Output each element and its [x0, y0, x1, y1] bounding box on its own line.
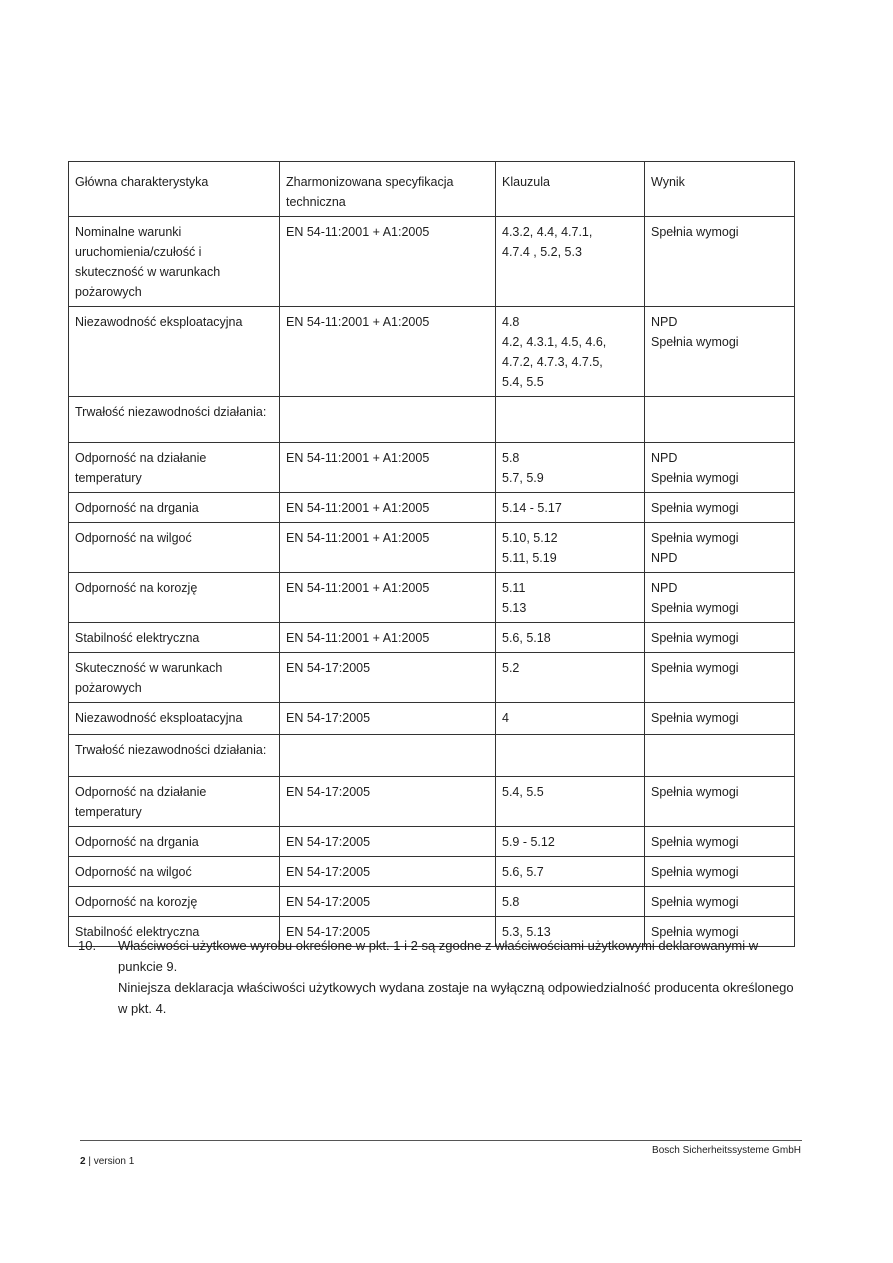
row-specification-cell — [280, 827, 496, 857]
table-body — [69, 217, 795, 947]
row-clause-cell — [496, 735, 645, 777]
table-row — [69, 857, 795, 887]
row-specification-text: EN 54-17:2005 — [286, 711, 371, 725]
row-result-text: Spełnia wymogi — [651, 895, 739, 909]
row-characteristic-text: Niezawodność eksploatacyjna — [75, 711, 243, 725]
row-result-cell — [645, 397, 795, 443]
row-characteristic-text: Odporność na korozję — [75, 581, 198, 595]
row-characteristic-text: Nominalne warunki uruchomienia/czułość i skuteczność w warunkach pożarowych — [75, 225, 221, 299]
row-clause-text: 5.9 - 5.12 — [502, 835, 555, 849]
row-clause-text: 5.11 5.13 — [502, 581, 527, 615]
row-result-cell — [645, 777, 795, 827]
note-number: 10. — [78, 938, 97, 953]
row-clause-cell — [496, 397, 645, 443]
row-characteristic-cell — [69, 827, 280, 857]
row-clause-cell — [496, 493, 645, 523]
row-specification-cell — [280, 397, 496, 443]
row-clause-text: 4.3.2, 4.4, 4.7.1, 4.7.4 , 5.2, 5.3 — [502, 225, 593, 259]
row-characteristic-cell — [69, 573, 280, 623]
row-specification-cell — [280, 493, 496, 523]
table-row — [69, 493, 795, 523]
row-characteristic-cell — [69, 443, 280, 493]
row-result-text: Spełnia wymogi — [651, 225, 739, 239]
row-characteristic-text: Stabilność elektryczna — [75, 631, 200, 645]
table-row — [69, 307, 795, 397]
table-row — [69, 397, 795, 443]
row-result-cell — [645, 735, 795, 777]
row-characteristic-text: Skuteczność w warunkach pożarowych — [75, 661, 223, 695]
row-clause-cell — [496, 887, 645, 917]
table-row — [69, 573, 795, 623]
row-specification-cell — [280, 735, 496, 777]
row-clause-text: 5.4, 5.5 — [502, 785, 544, 799]
row-specification-cell — [280, 777, 496, 827]
header-result: Wynik — [645, 162, 795, 217]
row-clause-text: 5.10, 5.12 5.11, 5.19 — [502, 531, 558, 565]
row-specification-text: EN 54-11:2001 + A1:2005 — [286, 531, 430, 545]
row-clause-text: 5.8 5.7, 5.9 — [502, 451, 544, 485]
row-clause-cell — [496, 443, 645, 493]
row-clause-cell — [496, 573, 645, 623]
row-result-cell — [645, 827, 795, 857]
row-characteristic-text: Odporność na korozję — [75, 895, 198, 909]
page-number: 2 — [80, 1156, 86, 1167]
row-specification-text: EN 54-11:2001 + A1:2005 — [286, 581, 430, 595]
row-result-text: NPD Spełnia wymogi — [651, 315, 739, 349]
row-characteristic-cell — [69, 887, 280, 917]
row-characteristic-cell — [69, 623, 280, 653]
row-clause-text: 5.6, 5.18 — [502, 631, 551, 645]
row-specification-text: EN 54-11:2001 + A1:2005 — [286, 315, 430, 329]
row-result-text: Spełnia wymogi — [651, 925, 739, 939]
row-specification-text: EN 54-11:2001 + A1:2005 — [286, 225, 430, 239]
row-characteristic-cell — [69, 703, 280, 735]
row-clause-text: 4.8 4.2, 4.3.1, 4.5, 4.6, 4.7.2, 4.7.3, 4.7.5, 5.4, 5.5 — [502, 315, 607, 389]
note-text-responsibility: Niniejsza deklaracja właściwości użytkowych wydana zostaje na wyłączną odpowiedzialność producenta określonego w pkt. 4. — [118, 980, 794, 1016]
row-characteristic-cell — [69, 493, 280, 523]
row-result-cell — [645, 857, 795, 887]
table-row — [69, 523, 795, 573]
table-header-row — [69, 162, 795, 217]
row-specification-cell — [280, 623, 496, 653]
row-characteristic-text: Odporność na drgania — [75, 835, 199, 849]
footer-page-info — [80, 1156, 134, 1167]
row-specification-cell — [280, 573, 496, 623]
row-result-text: NPD Spełnia wymogi — [651, 581, 739, 615]
row-result-text: Spełnia wymogi — [651, 711, 739, 725]
row-specification-cell — [280, 307, 496, 397]
row-characteristic-text: Niezawodność eksploatacyjna — [75, 315, 243, 329]
table-row — [69, 735, 795, 777]
row-result-cell — [645, 307, 795, 397]
version-label: | version 1 — [85, 1156, 135, 1167]
table-row — [69, 443, 795, 493]
row-clause-text: 4 — [502, 711, 509, 725]
row-result-cell — [645, 443, 795, 493]
row-characteristic-cell — [69, 397, 280, 443]
row-clause-text: 5.3, 5.13 — [502, 925, 551, 939]
row-characteristic-cell — [69, 653, 280, 703]
row-characteristic-text: Odporność na działanie temperatury — [75, 785, 207, 819]
row-characteristic-text: Odporność na wilgoć — [75, 865, 192, 879]
row-characteristic-cell — [69, 217, 280, 307]
row-clause-text: 5.6, 5.7 — [502, 865, 544, 879]
footer-divider — [80, 1140, 802, 1141]
row-clause-cell — [496, 703, 645, 735]
row-result-cell — [645, 703, 795, 735]
row-result-text: Spełnia wymogi — [651, 865, 739, 879]
row-specification-text: EN 54-11:2001 + A1:2005 — [286, 631, 430, 645]
row-result-text: Spełnia wymogi — [651, 785, 739, 799]
row-clause-cell — [496, 857, 645, 887]
row-clause-cell — [496, 217, 645, 307]
row-specification-cell — [280, 217, 496, 307]
row-clause-cell — [496, 523, 645, 573]
footer-company: Bosch Sicherheitssysteme GmbH — [652, 1145, 801, 1156]
row-specification-text: EN 54-17:2005 — [286, 661, 371, 675]
declaration-note — [78, 935, 798, 1019]
row-specification-text: EN 54-17:2005 — [286, 925, 371, 939]
row-clause-cell — [496, 827, 645, 857]
row-characteristic-cell — [69, 857, 280, 887]
row-result-text: Spełnia wymogi — [651, 661, 739, 675]
row-specification-cell — [280, 857, 496, 887]
row-clause-text: 5.14 - 5.17 — [502, 501, 562, 515]
row-result-text: Spełnia wymogi — [651, 631, 739, 645]
row-clause-text: 5.2 — [502, 661, 520, 675]
row-result-cell — [645, 623, 795, 653]
row-specification-text: EN 54-17:2005 — [286, 785, 371, 799]
row-specification-cell — [280, 523, 496, 573]
table-row — [69, 777, 795, 827]
header-main-characteristic: Główna charakterystyka — [69, 162, 280, 217]
row-specification-cell — [280, 887, 496, 917]
header-clause: Klauzula — [496, 162, 645, 217]
table-row — [69, 623, 795, 653]
row-characteristic-cell — [69, 735, 280, 777]
row-specification-text: EN 54-17:2005 — [286, 835, 371, 849]
row-characteristic-text: Odporność na działanie temperatury — [75, 451, 207, 485]
row-characteristic-text: Odporność na wilgoć — [75, 531, 192, 545]
row-clause-text: 5.8 — [502, 895, 520, 909]
row-result-cell — [645, 493, 795, 523]
row-characteristic-text: Trwałość niezawodności działania: — [75, 743, 267, 757]
row-result-cell — [645, 523, 795, 573]
row-specification-text: EN 54-17:2005 — [286, 865, 371, 879]
row-characteristic-cell — [69, 777, 280, 827]
row-result-text: Spełnia wymogi NPD — [651, 531, 739, 565]
table-row — [69, 887, 795, 917]
row-result-text: Spełnia wymogi — [651, 501, 739, 515]
row-result-cell — [645, 653, 795, 703]
note-text-conformity: Właściwości użytkowe wyrobu określone w pkt. 1 i 2 są zgodne z właściwościami użytkowymi deklarowanymi w punkcie 9. — [118, 938, 759, 974]
row-characteristic-cell — [69, 523, 280, 573]
table-row — [69, 703, 795, 735]
row-specification-text: EN 54-17:2005 — [286, 895, 371, 909]
header-harmonized-spec: Zharmonizowana specyfikacja techniczna — [280, 162, 496, 217]
row-result-cell — [645, 887, 795, 917]
table-row — [69, 827, 795, 857]
row-clause-cell — [496, 623, 645, 653]
row-clause-cell — [496, 653, 645, 703]
row-specification-text: EN 54-11:2001 + A1:2005 — [286, 451, 430, 465]
row-characteristic-text: Odporność na drgania — [75, 501, 199, 515]
row-specification-text: EN 54-11:2001 + A1:2005 — [286, 501, 430, 515]
row-characteristic-text: Stabilność elektryczna — [75, 925, 200, 939]
row-result-text: NPD Spełnia wymogi — [651, 451, 739, 485]
row-clause-cell — [496, 307, 645, 397]
row-characteristic-text: Trwałość niezawodności działania: — [75, 405, 267, 419]
row-specification-cell — [280, 703, 496, 735]
row-result-cell — [645, 573, 795, 623]
table-row — [69, 653, 795, 703]
table-row — [69, 217, 795, 307]
row-specification-cell — [280, 653, 496, 703]
row-clause-cell — [496, 777, 645, 827]
row-result-cell — [645, 217, 795, 307]
performance-table — [68, 161, 795, 947]
row-result-text: Spełnia wymogi — [651, 835, 739, 849]
row-specification-cell — [280, 443, 496, 493]
row-characteristic-cell — [69, 307, 280, 397]
